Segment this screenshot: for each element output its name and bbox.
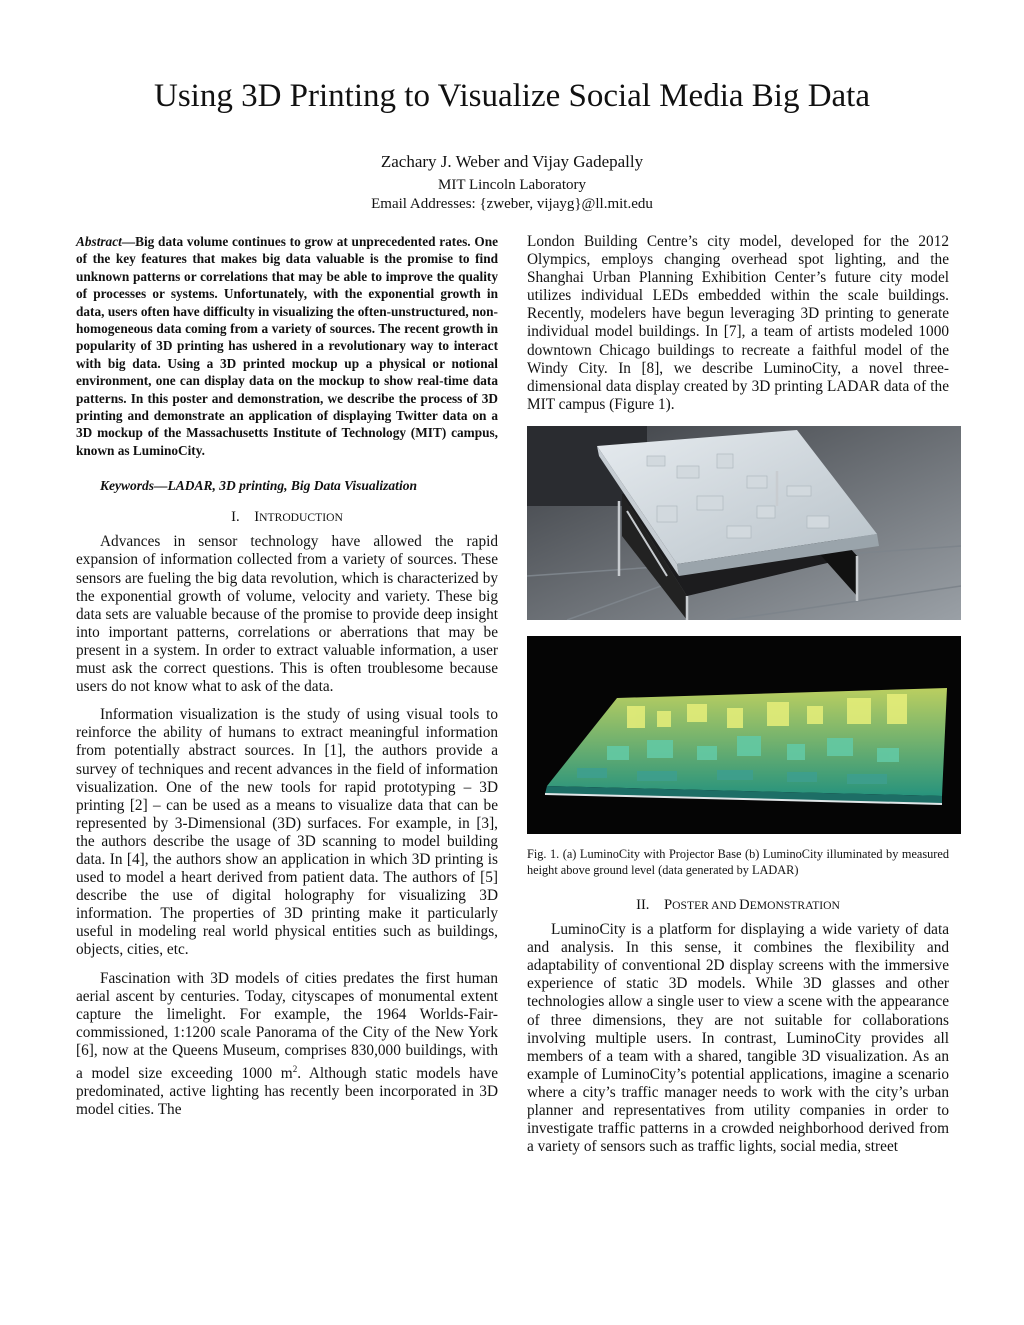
figure-1-caption: Fig. 1. (a) LuminoCity with Projector Base (b) LuminoCity illuminated by measured height above ground level (data generated by LADAR) [527,847,949,877]
abstract-dash: — [121,234,136,249]
abstract [76,233,498,459]
section-heading-poster: II. POSTER AND DEMONSTRATION [636,897,840,913]
intro-continuation: London Building Centre’s city model, developed for the 2012 Olympics, employs changing overhead spot lighting, and the Shanghai Urban Planning Exhibition Center’s future city model utilizes individual LEDs embedded within the scale buildings. Recently, modelers have begun leveraging 3D printing to generate individual model buildings. In [7], a team of artists modeled 1000 downtown Chicago buildings to recreate a faithful model of the Windy City. In [8], we describe LuminoCity, a novel three-dimensional data display created by 3D printing LADAR data of the MIT campus (Figure 1). [527,233,949,413]
figure-1a-photo [527,426,961,620]
section-number: I. [231,509,240,526]
section-heading-introduction: I. INTRODUCTION [231,509,343,526]
right-column-text [527,233,949,414]
abstract-text: Big data volume continues to grow at unprecedented rates. One of the key features that makes big data valuable is the promise to find unknown patterns or correlations that may be able to improve the quality of processes or systems. Unfortunately, with the exponential growth in data, users often have difficulty in visualizing the often-unstructured, non-homogeneous data coming from a variety of sources. The recent growth in popularity of 3D printing has ushered in a revolutionary way to interact with big data. Using a 3D printed mockup up a physical or notional environment, one can display data on the mockup to show real-time data patterns. In this poster and demonstration, we describe the process of 3D printing and demonstrate an application of displaying Twitter data on a 3D mockup of the Massachusetts Institute of Technology (MIT) campus, known as LuminoCity. [76,234,498,458]
intro-paragraph-3: Fascination with 3D models of cities predates the first human aerial ascent by centuries. Today, cityscapes of monumental extent capture the limelight. For example, the 1964 Worlds-Fair-commissioned, 1:1200 scale Panorama of the City of the New York [6], now at the Queens Museum, comprises 830,000 buildings, with a model size exceeding 1000 $m^2$. Although static models have predominated, active lighting has recently been incorporated in 3D model cities. The [76,969,499,1119]
author-names: Zachary J. Weber and Vijay Gadepally [380,152,644,171]
section-2 [527,896,949,1156]
paper-title: Using 3D Printing to Visualize Social Media Big Data [154,78,870,114]
figure-1b-photo [527,636,961,834]
email-addresses: Email Addresses: {zweber, vijayg}@ll.mit.edu [371,196,653,212]
intro-paragraph-1: Advances in sensor technology have allowed the rapid expansion of information collected from a variety of sources. These sensors are fueling the big data revolution, which is characterized by the exponential growth of volume, velocity and variety. These big data sets are valuable because of the promise to provide deep insight into important patterns, correlations or aberrations that may be present in a system. In order to extract valuable information, a user must ask the correct questions. This is often troublesome because users do not know what to ask of the data. [76,533,498,696]
affiliation: MIT Lincoln Laboratory [437,177,586,193]
keywords: Keywords—LADAR, 3D printing, Big Data Visualization [100,478,417,494]
intro-paragraph-2: Information visualization is the study of using visual tools to reinforce the ability of humans to extract meaningful information from potentially abstract sources. In [1], the authors provide a survey of techniques and recent advances in the field of information visualization. One of the new tools for rapid prototyping – 3D printing [2] – can be used as a means to visualize data that can be represented by 3-Dimensional (3D) surfaces. For example, in [3], the authors describe the usage of 3D scanning to model building data. In [4], the authors show an application in which 3D printing is used to model a heart derived from patient data. The authors of [5] describe the use of digital holography for visualizing 3D information. The properties of 3D printing make it particularly useful in modeling real world physical entities such as buildings, objects, cities, etc. [76,706,498,959]
section-number: II. [636,897,650,913]
left-column [76,233,498,1119]
section-2-paragraph: LuminoCity is a platform for displaying a wide variety of data and analysis. In this sense, it combines the flexibility and adaptability of conventional 2D display screens with the immersive experience of static 3D models. While 3D glasses and other technologies allow a single user to view a scene with the appearance of three dimensions, they are not suitable for collaborations involving multiple users. In contrast, LuminoCity provides all members of a team with a shared, tangible 3D visualization. As an example of LuminoCity’s potential applications, imagine a scenario where a city’s traffic manager needs to work with the city’s urban planner and representatives from utility companies in order to investigate traffic patterns in a crowded neighborhood derived from a variety of sensors such as traffic lights, social media, street [527,921,949,1156]
abstract-label: Abstract [76,234,122,249]
